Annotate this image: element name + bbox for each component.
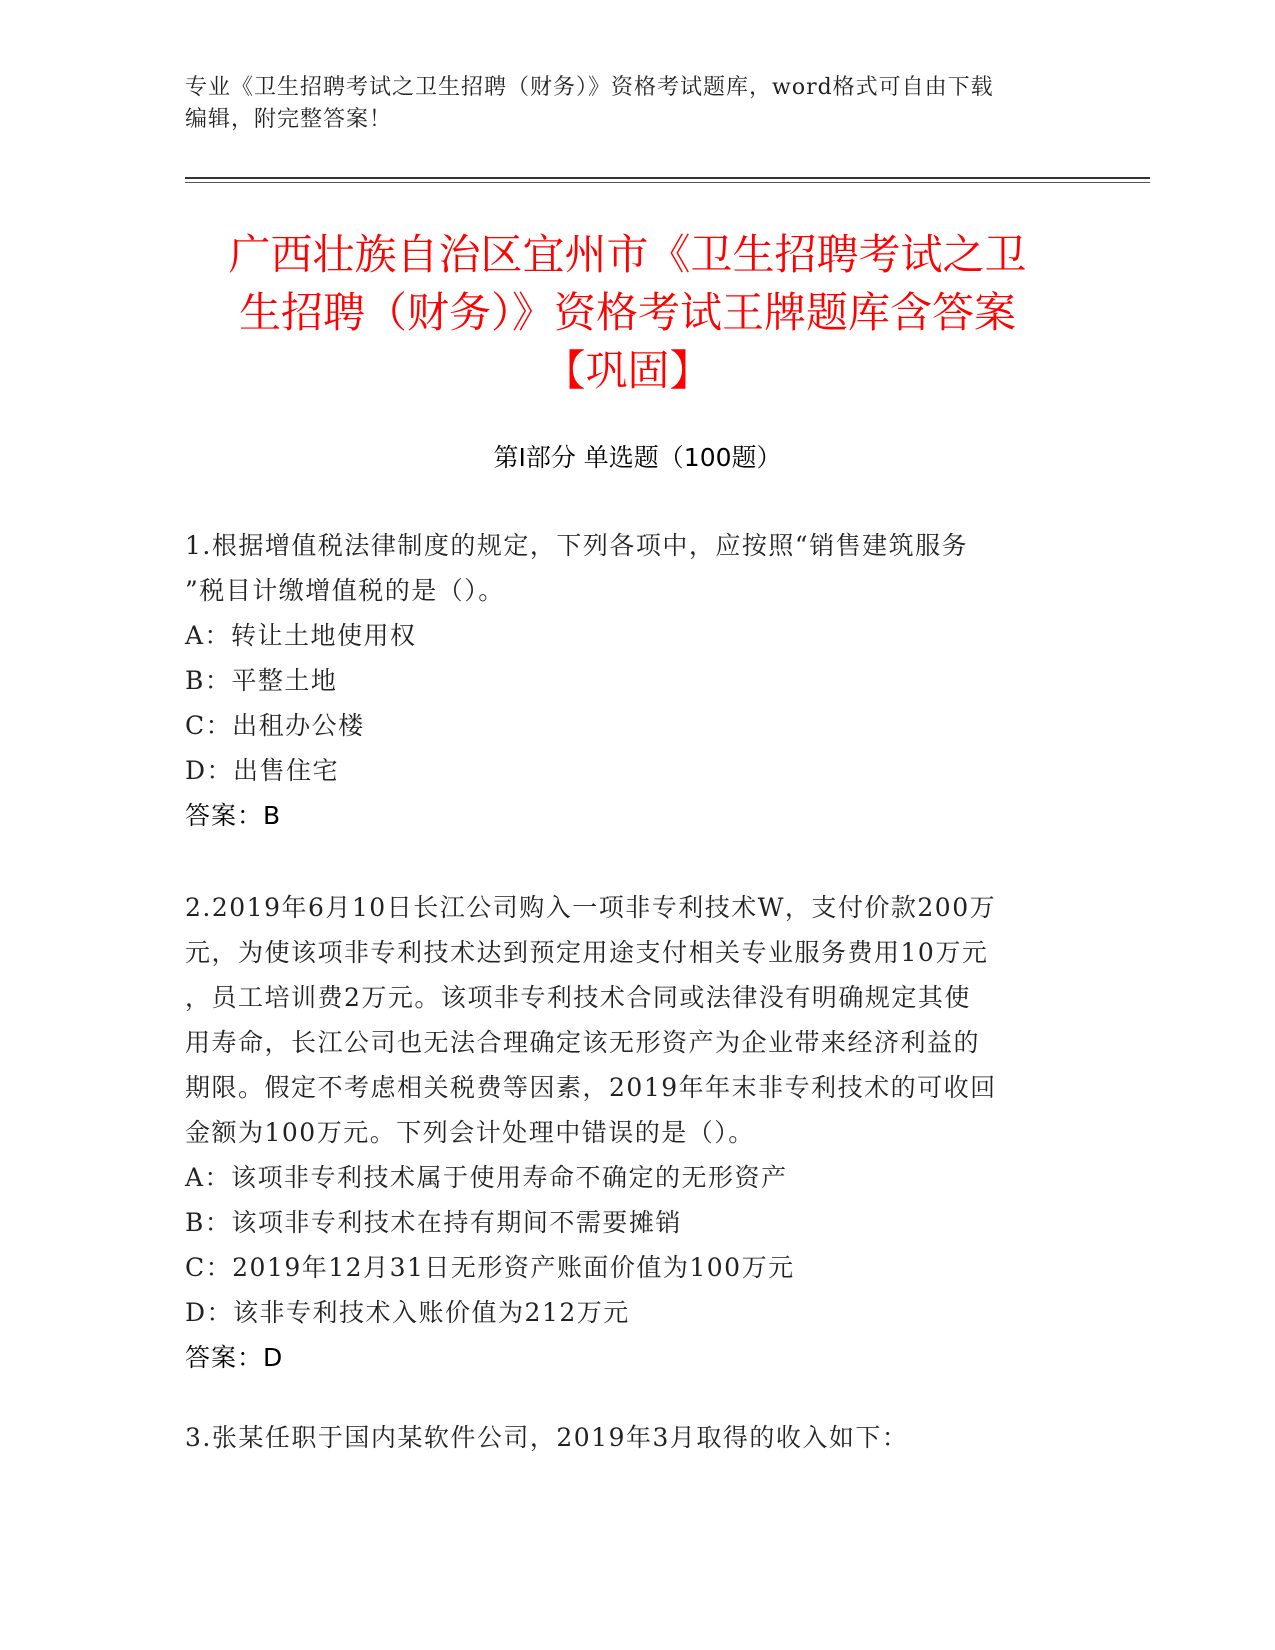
question-stem-line: 元，为使该项非专利技术达到预定用途支付相关专业服务费用10万元 bbox=[185, 938, 989, 967]
question-stem-line: 1.根据增值税法律制度的规定，下列各项中，应按照“销售建筑服务 bbox=[185, 531, 969, 560]
option-d: D：该非专利技术入账价值为212万元 bbox=[185, 1298, 630, 1327]
header-divider-thin bbox=[185, 182, 1150, 183]
option-b: B：该项非专利技术在持有期间不需要摊销 bbox=[185, 1208, 682, 1237]
option-d: D：出售住宅 bbox=[185, 756, 340, 785]
option-a: A：该项非专利技术属于使用寿命不确定的无形资产 bbox=[185, 1163, 788, 1192]
title-line: 生招聘（财务）》资格考试王牌题库含答案 bbox=[238, 288, 1016, 337]
option-c: C：2019年12月31日无形资产账面价值为100万元 bbox=[185, 1253, 795, 1282]
header-divider-thick bbox=[185, 177, 1150, 179]
question-1 bbox=[185, 523, 1085, 838]
option-a: A：转让土地使用权 bbox=[185, 621, 417, 650]
title-line: 广西壮族自治区宜州市《卫生招聘考试之卫 bbox=[228, 230, 1027, 279]
section-heading: 第Ⅰ部分 单选题（100题） bbox=[493, 443, 782, 472]
question-stem-line: 3.张某任职于国内某软件公司，2019年3月取得的收入如下： bbox=[185, 1423, 909, 1452]
question-stem-line: 期限。假定不考虑相关税费等因素，2019年年末非专利技术的可收回 bbox=[185, 1073, 997, 1102]
option-b: B：平整土地 bbox=[185, 666, 338, 695]
answer: 答案：D bbox=[185, 1343, 284, 1372]
question-stem-line: 用寿命，长江公司也无法合理确定该无形资产为企业带来经济利益的 bbox=[185, 1028, 981, 1057]
question-3 bbox=[185, 1415, 1085, 1460]
option-c: C：出租办公楼 bbox=[185, 711, 365, 740]
header-note bbox=[185, 72, 1085, 136]
title-line: 【巩固】 bbox=[543, 346, 712, 395]
question-2 bbox=[185, 885, 1085, 1380]
answer: 答案：B bbox=[185, 801, 282, 830]
header-note-line: 编辑，附完整答案！ bbox=[185, 107, 393, 132]
question-stem-line: 金额为100万元。下列会计处理中错误的是（）。 bbox=[185, 1118, 755, 1147]
header-note-line: 专业《卫生招聘考试之卫生招聘（财务）》资格考试题库，word格式可自由下载 bbox=[185, 75, 994, 100]
question-stem-line: 2.2019年6月10日长江公司购入一项非专利技术W，支付价款200万 bbox=[185, 893, 997, 922]
question-stem-line: ”税目计缴增值税的是（）。 bbox=[185, 576, 505, 605]
question-stem-line: ，员工培训费2万元。该项非专利技术合同或法律没有明确规定其使 bbox=[185, 983, 971, 1012]
document-title bbox=[185, 226, 1070, 400]
